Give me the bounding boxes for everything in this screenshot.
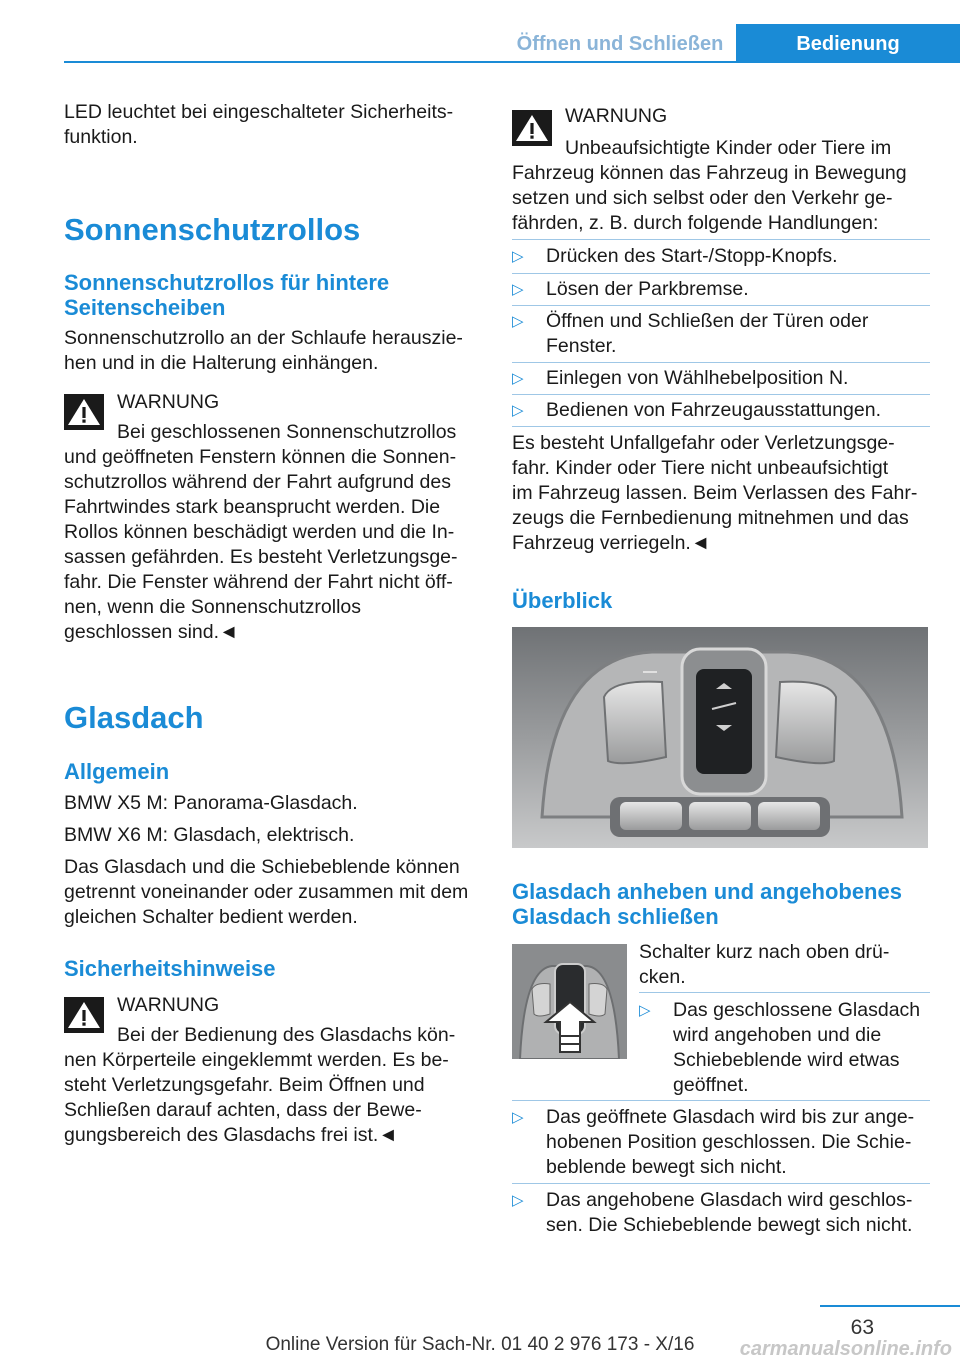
watermark: carmanualsonline.info (739, 1338, 952, 1360)
bullet-icon: ▷ (512, 370, 524, 387)
heading-glasdach: Glasdach (64, 700, 204, 735)
list-divider (639, 992, 930, 993)
warning-tail-text: Es besteht Unfallgefahr oder Verletzungsge- fahr. Kinder oder Tiere nicht unbeaufsichtigt im Fahrzeug lassen. Beim Verlassen des Fahr- zeugs die Fernbedienung mitnehmen und das Fahrzeug verriegeln.◄ (512, 432, 918, 554)
heading-allgemein: Allgemein (64, 759, 170, 784)
bullet-icon: ▷ (512, 248, 524, 265)
list-divider (512, 1100, 930, 1101)
sonnenschutz-text: Sonnenschutzrollo an der Schlaufe herauszie- hen und in die Halterung einhängen. (64, 327, 463, 374)
header-tab-bedienung[interactable]: Bedienung (736, 24, 960, 63)
bullet-icon: ▷ (512, 313, 524, 330)
switch-photo (512, 944, 627, 1059)
bullet-icon: ▷ (512, 1192, 524, 1209)
bullet-icon: ▷ (512, 1109, 524, 1126)
bullet-icon: ▷ (639, 1002, 651, 1019)
list-item: ▷ Das angehobene Glasdach wird geschlos- sen. Die Schiebeblende bewegt sich nicht. (512, 1189, 913, 1236)
heading-sonnenschutzrollos: Sonnenschutzrollos (64, 212, 361, 247)
warning-text-sonnenschutz: Bei geschlossenen Sonnenschutzrollos und geöffneten Fenstern können die Sonnen- schutzrollos während der Fahrt aufgrund des Fahrtwindes stark beansprucht werden. Die Rollos können beschädigt werden und die In- sassen gefährden. Es besteht Verletzungsge- fahr. Die Fenster während der Fahrt nicht öff- nen, wenn die Sonnenschutzrollos geschlossen sind.◄ (64, 421, 458, 643)
heading-ueberblick: Überblick (512, 588, 613, 613)
list-divider (512, 305, 930, 306)
list-item: ▷ Öffnen und Schließen der Türen oder Fenster. (512, 310, 869, 357)
warning-text-glasdach: Bei der Bedienung des Glasdachs kön- nen Körperteile eingeklemmt werden. Es be- steht Verletzungsgefahr. Beim Öffnen und Schließen darauf achten, dass der Bewe- gungsbereich des Glasdachs frei ist.◄ (64, 1024, 456, 1146)
list-divider (512, 394, 930, 395)
list-divider (512, 362, 930, 363)
list-item: ▷ Lösen der Parkbremse. (512, 278, 749, 300)
warning-label: WARNUNG (565, 105, 668, 127)
allgemein-x5m: BMW X5 M: Panorama-Glasdach. (64, 792, 358, 814)
list-item: ▷ Das geschlossene Glasdach wird angehoben und die Schiebeblende wird etwas geöffnet. (639, 999, 921, 1096)
allgemein-text: Das Glasdach und die Schiebeblende können getrennt voneinander oder zusammen mit dem gleichen Schalter bedient werden. (64, 856, 469, 928)
warning-label: WARNUNG (117, 994, 220, 1016)
list-item: ▷ Drücken des Start-/Stopp-Knopfs. (512, 245, 838, 267)
header-section-title: Öffnen und Schließen (516, 33, 724, 55)
anheben-text: Schalter kurz nach oben drü- cken. (639, 941, 890, 988)
heading-sonnenschutz-hintere: Sonnenschutzrollos für hintere Seitenscheiben (64, 270, 390, 320)
list-divider (512, 273, 930, 274)
bullet-icon: ▷ (512, 402, 524, 419)
header-rule (64, 61, 960, 63)
warning-text-kinder: Unbeaufsichtigte Kinder oder Tiere im Fahrzeug können das Fahrzeug in Bewegung setzen und sich selbst oder den Verkehr ge- fährden, z. B. durch folgende Handlungen: (512, 137, 907, 234)
list-divider (512, 1183, 930, 1184)
warning-label: WARNUNG (117, 391, 220, 413)
page-number: 63 (850, 1316, 874, 1339)
bullet-icon: ▷ (512, 281, 524, 298)
footer-rule (820, 1305, 960, 1307)
list-item: ▷ Das geöffnete Glasdach wird bis zur ange- hobenen Position geschlossen. Die Schie- beblende bewegt sich nicht. (512, 1106, 915, 1178)
list-divider (512, 426, 930, 427)
overview-photo (512, 627, 928, 848)
allgemein-x6m: BMW X6 M: Glasdach, elektrisch. (64, 824, 355, 846)
list-divider (512, 239, 930, 240)
footer-online-version: Online Version für Sach-Nr. 01 40 2 976 173 - X/16 (265, 1334, 695, 1355)
heading-sicherheitshinweise: Sicherheitshinweise (64, 956, 276, 981)
heading-glasdach-anheben: Glasdach anheben und angehobenes Glasdach schließen (512, 879, 902, 929)
led-text: LED leuchtet bei eingeschalteter Sicherheits- funktion. (64, 101, 454, 148)
list-item: ▷ Einlegen von Wählhebelposition N. (512, 367, 849, 389)
list-item: ▷ Bedienen von Fahrzeugausstattungen. (512, 399, 881, 421)
